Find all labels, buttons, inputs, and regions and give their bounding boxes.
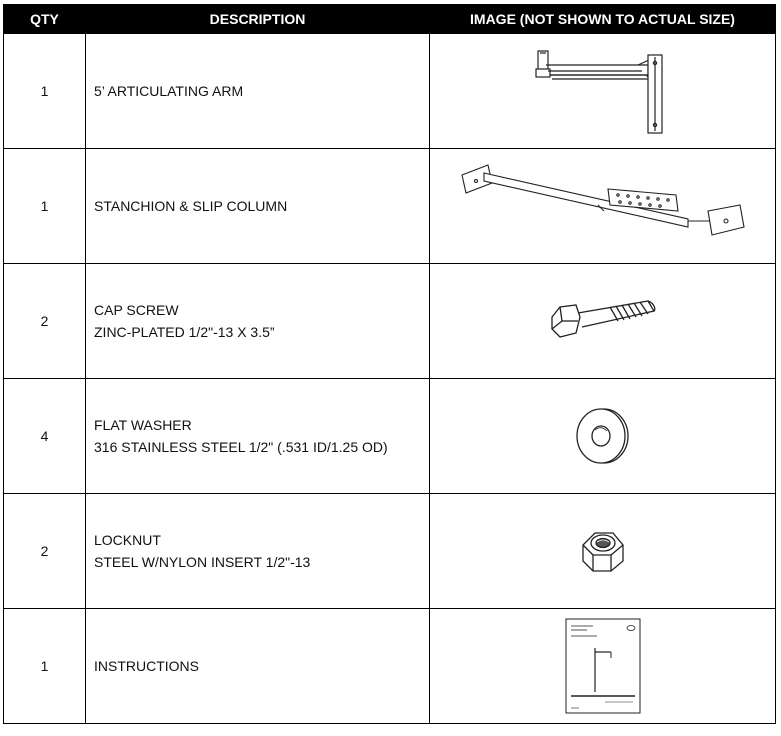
description-line-1: STANCHION & SLIP COLUMN xyxy=(94,198,288,214)
description-line-1: LOCKNUT xyxy=(94,532,161,548)
instructions-document-thumbnail xyxy=(565,618,641,714)
description-cell xyxy=(86,379,430,494)
image-cell xyxy=(430,149,776,264)
description-line-1: INSTRUCTIONS xyxy=(94,658,199,674)
description-line-1: FLAT WASHER xyxy=(94,417,192,433)
table-row xyxy=(4,149,776,264)
locknut-drawing xyxy=(577,525,629,577)
table-row xyxy=(4,494,776,609)
qty-cell: 4 xyxy=(4,379,86,494)
table-row xyxy=(4,264,776,379)
description-cell xyxy=(86,34,430,149)
qty-cell: 1 xyxy=(4,149,86,264)
stanchion-slip-column-drawing xyxy=(458,161,748,251)
cap-screw-drawing xyxy=(548,295,658,347)
image-header: IMAGE (NOT SHOWN TO ACTUAL SIZE) xyxy=(430,5,776,34)
flat-washer-drawing xyxy=(573,405,633,467)
description-cell xyxy=(86,609,430,724)
table-row xyxy=(4,609,776,724)
description-line-2: STEEL W/NYLON INSERT 1/2"-13 xyxy=(94,554,311,570)
image-cell xyxy=(430,264,776,379)
image-cell xyxy=(430,609,776,724)
articulating-arm-drawing xyxy=(528,43,678,139)
qty-cell: 1 xyxy=(4,609,86,724)
table-row xyxy=(4,34,776,149)
qty-header: QTY xyxy=(4,5,86,34)
table-header-row xyxy=(4,5,776,34)
description-line-2: ZINC-PLATED 1/2"-13 X 3.5” xyxy=(94,324,275,340)
qty-cell: 2 xyxy=(4,264,86,379)
description-cell xyxy=(86,494,430,609)
image-cell xyxy=(430,494,776,609)
parts-list-table xyxy=(3,4,776,724)
qty-cell: 2 xyxy=(4,494,86,609)
image-cell xyxy=(430,379,776,494)
description-line-1: 5’ ARTICULATING ARM xyxy=(94,83,244,99)
description-cell xyxy=(86,149,430,264)
description-cell xyxy=(86,264,430,379)
table-row xyxy=(4,379,776,494)
qty-cell: 1 xyxy=(4,34,86,149)
description-line-1: CAP SCREW xyxy=(94,302,179,318)
description-line-2: 316 STAINLESS STEEL 1/2" (.531 ID/1.25 OD) xyxy=(94,439,388,455)
description-header: DESCRIPTION xyxy=(86,5,430,34)
image-cell xyxy=(430,34,776,149)
